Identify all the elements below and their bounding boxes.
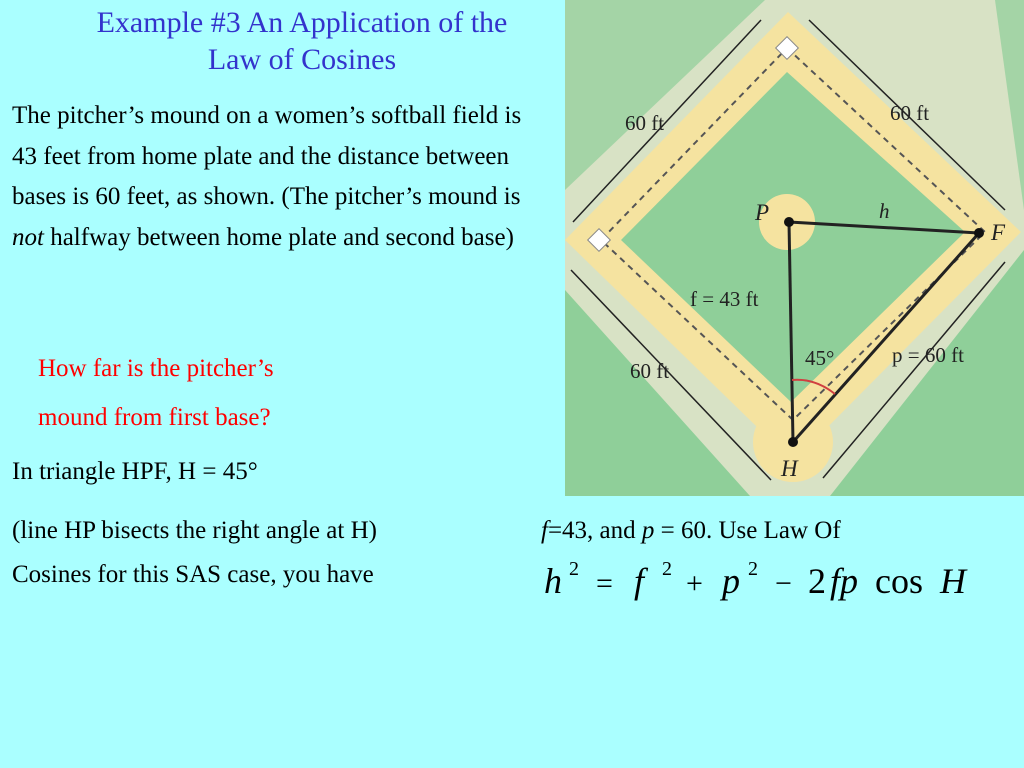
eq-plus: + (686, 567, 703, 600)
softball-field-diagram (565, 0, 1024, 496)
eq-equals: = (596, 567, 613, 600)
eq-fp: fp (830, 561, 859, 601)
problem-text-end: halfway between home plate and second base) (43, 223, 514, 251)
label-h-side: h (879, 199, 890, 223)
var-p: p (641, 517, 655, 544)
label-angle: 45° (805, 346, 835, 370)
point-h (788, 437, 798, 447)
eq-exp-f: 2 (662, 558, 672, 580)
given-mid: =43, and (547, 517, 642, 544)
label-p-side: p = 60 ft (892, 343, 964, 367)
point-p (784, 217, 794, 227)
given-values (541, 516, 841, 546)
given-end: = 60. Use Law Of (654, 517, 841, 544)
eq-p: p (722, 561, 740, 601)
label-p: P (755, 200, 770, 225)
sas-statement: Cosines for this SAS case, you have (12, 561, 374, 588)
problem-emphasis: not (12, 223, 44, 251)
question-line-1: How far is the pitcher’s (38, 355, 274, 382)
eq-f: f (634, 561, 645, 601)
eq-h: h (544, 561, 562, 601)
eq-minus: − (775, 567, 792, 600)
eq-cos: cos (875, 561, 923, 601)
slide-title (0, 4, 604, 78)
label-top-left-distance: 60 ft (625, 111, 665, 135)
problem-text-start: The pitcher’s mound on a women’s softball field is 43 feet from home plate and the distance between bases is 60 feet, as shown. (The pitcher’s mound is (12, 102, 522, 210)
law-of-cosines-equation (540, 555, 1000, 615)
title-line-1: Example #3 An Application of the (96, 6, 508, 39)
label-h-vertex: H (781, 456, 798, 481)
label-f: F (991, 220, 1006, 245)
eq-H: H (940, 561, 966, 601)
triangle-statement: In triangle HPF, H = 45° (12, 458, 258, 485)
label-f-side: f = 43 ft (690, 287, 759, 311)
label-top-right-distance: 60 ft (890, 101, 930, 125)
problem-statement (12, 96, 532, 258)
bisect-statement: (line HP bisects the right angle at H) (12, 517, 377, 544)
title-line-2: Law of Cosines (207, 43, 397, 76)
eq-exp-p: 2 (748, 558, 758, 580)
question-line-2: mound from first base? (38, 404, 271, 431)
eq-exp-h: 2 (569, 558, 579, 580)
point-f (974, 228, 984, 238)
label-bottom-left-distance: 60 ft (630, 359, 670, 383)
var-f: f (541, 517, 548, 544)
eq-two: 2 (808, 561, 826, 601)
